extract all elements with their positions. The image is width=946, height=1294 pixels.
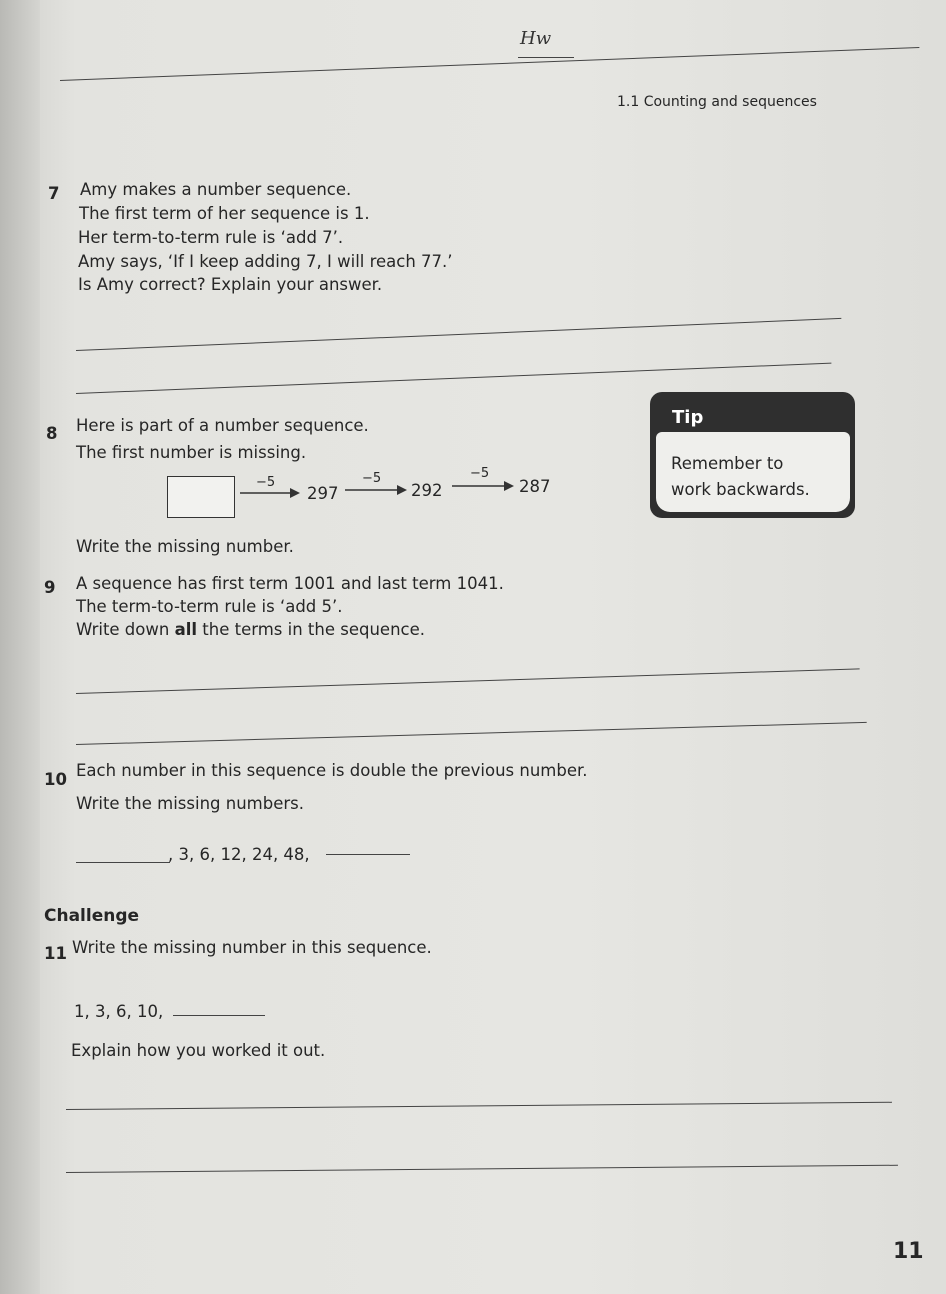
- q8-term-2: 292: [411, 481, 443, 500]
- q8-line-2: The first number is missing.: [76, 443, 307, 462]
- q7-line-5: Is Amy correct? Explain your answer.: [78, 275, 383, 294]
- q8-arrow-1: [240, 486, 300, 500]
- q7-line-1: Amy makes a number sequence.: [80, 180, 352, 199]
- q8-arrow-3: [452, 479, 514, 493]
- q9-instruction-post: the terms in the sequence.: [197, 620, 425, 639]
- q9-answer-line-2[interactable]: [76, 722, 867, 745]
- q10-blank-1[interactable]: [76, 862, 170, 863]
- q10-line-2: Write the missing numbers.: [76, 794, 304, 813]
- q9-instruction-bold: all: [174, 620, 198, 639]
- q9-number: 9: [44, 578, 56, 597]
- header-rule: [60, 47, 919, 81]
- q10-blank-2[interactable]: [326, 854, 410, 855]
- q11-answer-line-1[interactable]: [66, 1102, 892, 1110]
- q11-sequence: 1, 3, 6, 10,: [74, 1002, 164, 1021]
- q11-number: 11: [44, 944, 67, 963]
- q8-number: 8: [46, 424, 58, 443]
- q9-answer-line-1[interactable]: [76, 668, 860, 694]
- tip-label: Tip: [672, 407, 704, 428]
- q7-line-3: Her term-to-term rule is ‘add 7’.: [78, 228, 344, 247]
- section-title: 1.1 Counting and sequences: [617, 94, 817, 110]
- q8-arrow-label-2: −5: [362, 471, 382, 486]
- q7-answer-line-1[interactable]: [76, 318, 841, 351]
- q8-line-1: Here is part of a number sequence.: [76, 416, 369, 435]
- q10-line-1: Each number in this sequence is double the previous number.: [76, 761, 588, 780]
- challenge-heading: Challenge: [44, 906, 140, 926]
- book-spine-shadow: [0, 0, 40, 1294]
- page-number: 11: [893, 1239, 924, 1264]
- q8-term-3: 287: [519, 477, 551, 496]
- q11-instruction: Explain how you worked it out.: [71, 1041, 326, 1060]
- q10-sequence: , 3, 6, 12, 24, 48,: [168, 845, 310, 864]
- q7-line-4: Amy says, ‘If I keep adding 7, I will reach 77.’: [78, 252, 453, 271]
- q8-instruction: Write the missing number.: [76, 537, 294, 556]
- q9-instruction-pre: Write down: [76, 620, 175, 639]
- tip-line-2: work backwards.: [671, 480, 810, 499]
- q9-line-2: The term-to-term rule is ‘add 5’.: [76, 597, 343, 616]
- q11-answer-line-2[interactable]: [66, 1165, 898, 1173]
- handwritten-underline: [518, 57, 574, 58]
- q8-term-1: 297: [307, 484, 339, 503]
- q8-arrow-label-1: −5: [256, 475, 276, 490]
- q11-text: Write the missing number in this sequence.: [72, 938, 432, 957]
- tip-line-1: Remember to: [671, 454, 784, 473]
- q8-arrow-label-3: −5: [470, 466, 490, 481]
- q7-number: 7: [48, 184, 60, 203]
- q10-number: 10: [44, 770, 67, 789]
- q7-answer-line-2[interactable]: [76, 363, 831, 394]
- handwritten-note: Hw: [520, 28, 552, 49]
- q8-missing-number-box[interactable]: [167, 476, 235, 518]
- q8-arrow-2: [345, 483, 407, 497]
- q9-line-1: A sequence has first term 1001 and last term 1041.: [76, 574, 504, 593]
- q9-instruction: [76, 620, 425, 639]
- q11-blank[interactable]: [173, 1015, 265, 1016]
- q7-line-2: The first term of her sequence is 1.: [79, 204, 370, 223]
